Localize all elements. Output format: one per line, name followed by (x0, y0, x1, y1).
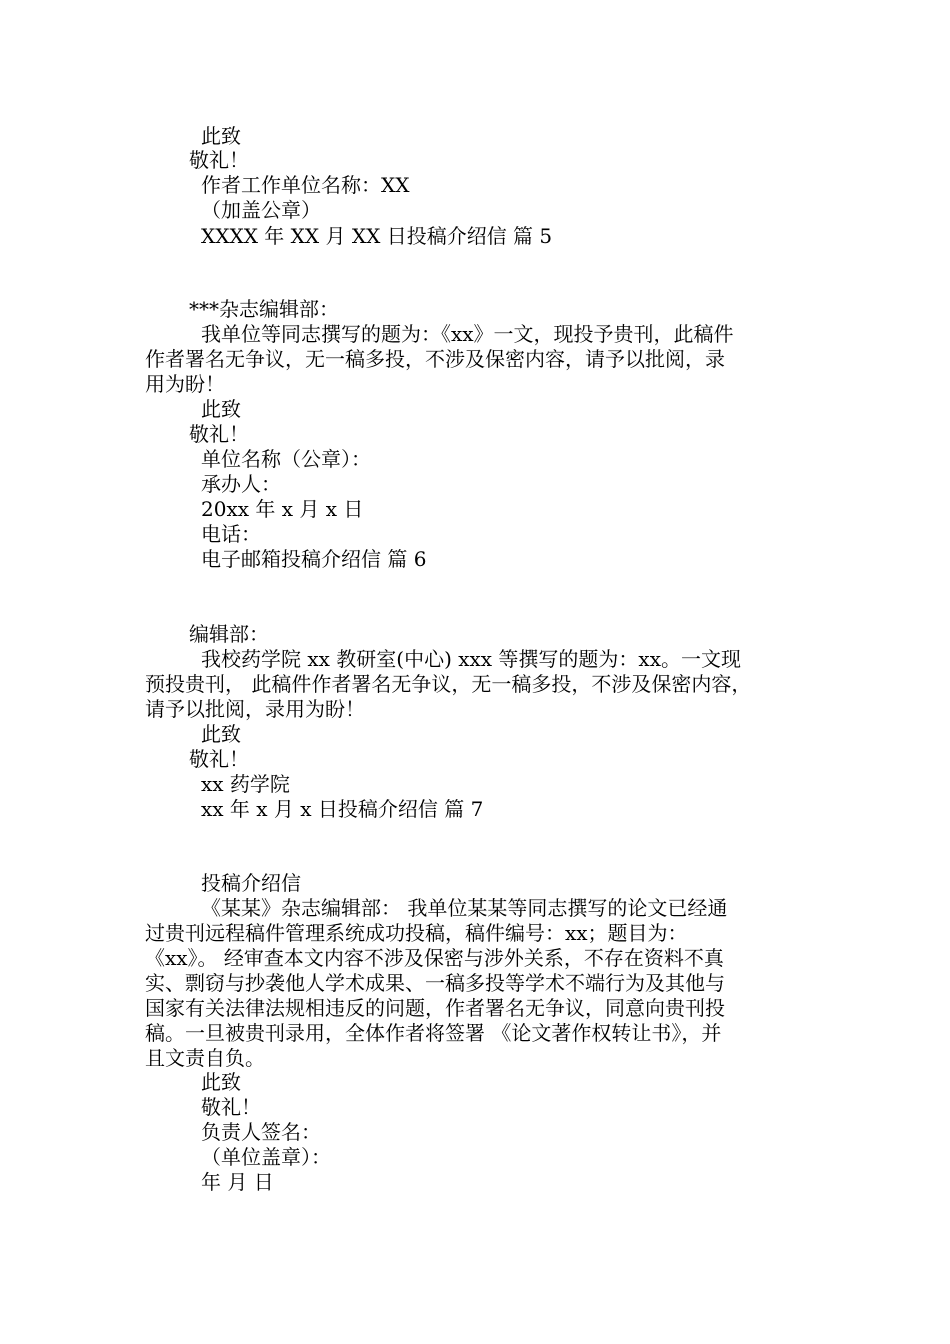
section-6-title: 电子邮箱投稿介绍信 篇 6 (201, 547, 427, 571)
date-and-section-5-title: XXXX 年 XX 月 XX 日投稿介绍信 篇 5 (201, 224, 553, 248)
closing-salutation: 此致 (201, 1070, 241, 1094)
closing-salutation: 此致 (201, 124, 241, 148)
letter-7-heading: 投稿介绍信 (201, 871, 301, 895)
letter-6-body-line: 我校药学院 xx 教研室(中心) xxx 等撰写的题为：xx。一文现 (201, 647, 741, 671)
letter-6-body-line: 请予以批阅，录用为盼！ (145, 697, 365, 721)
author-unit-name: 作者工作单位名称：XX (201, 173, 410, 197)
closing-salutation: 此致 (201, 722, 241, 746)
phone: 电话： (201, 522, 261, 546)
closing-respect: 敬礼！ (189, 747, 249, 771)
letter-7-body-line: 《某某》杂志编辑部： 我单位某某等同志撰写的论文已经通 (201, 896, 728, 920)
closing-respect: 敬礼！ (189, 148, 249, 172)
letter-5-recipient: ***杂志编辑部： (189, 297, 339, 321)
letter-7-body-line: 稿。一旦被贵刊录用，全体作者将签署 《论文著作权转让书》，并 (145, 1021, 722, 1045)
seal-note: （加盖公章） (201, 198, 321, 222)
date-and-section-7-title: xx 年 x 月 x 日投稿介绍信 篇 7 (201, 797, 484, 821)
responsible-signature: 负责人签名： (201, 1120, 321, 1144)
date-blank: 年 月 日 (201, 1170, 274, 1194)
letter-6-recipient: 编辑部： (189, 622, 269, 646)
letter-6-body-line: 预投贵刊， 此稿件作者署名无争议，无一稿多投，不涉及保密内容， (145, 672, 752, 696)
closing-salutation: 此致 (201, 397, 241, 421)
unit-name-seal: 单位名称（公章）： (201, 447, 371, 471)
handler: 承办人： (201, 472, 281, 496)
letter-5-body-line: 作者署名无争议，无一稿多投，不涉及保密内容，请予以批阅，录 (145, 347, 725, 371)
school-name: xx 药学院 (201, 772, 290, 796)
letter-7-body-line: 国家有关法律法规相违反的问题，作者署名无争议，同意向贵刊投 (145, 996, 725, 1020)
date: 20xx 年 x 月 x 日 (201, 497, 364, 521)
letter-7-body-line: 实、剽窃与抄袭他人学术成果、一稿多投等学术不端行为及其他与 (145, 971, 725, 995)
letter-5-body-line: 我单位等同志撰写的题为：《xx》一文，现投予贵刊，此稿件 (201, 322, 734, 346)
unit-seal: （单位盖章）： (201, 1145, 331, 1169)
letter-5-body-line: 用为盼！ (145, 372, 225, 396)
letter-7-body-line: 过贵刊远程稿件管理系统成功投稿，稿件编号：xx；题目为： (145, 921, 688, 945)
letter-7-body-line: 《xx》。 经审查本文内容不涉及保密与涉外关系，不存在资料不真 (145, 946, 724, 970)
closing-respect: 敬礼！ (201, 1095, 261, 1119)
closing-respect: 敬礼！ (189, 422, 249, 446)
letter-7-body-line: 且文责自负。 (145, 1046, 265, 1070)
